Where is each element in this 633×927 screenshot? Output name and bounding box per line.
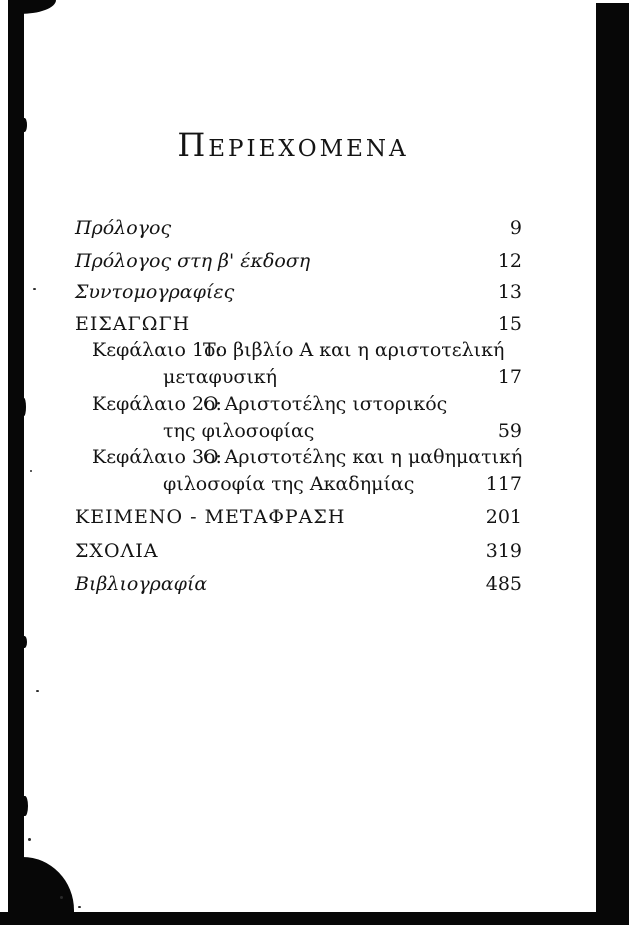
toc-entry-label: Πρόλογος: [75, 217, 172, 239]
toc-page-number: 319: [485, 540, 522, 562]
scan-speck: [22, 398, 26, 416]
toc-page-number: 59: [497, 420, 522, 442]
scan-speck: [30, 470, 32, 472]
toc-entry-line: [75, 538, 522, 564]
page-title: [0, 126, 586, 164]
scan-corner-bottom-left: [20, 857, 74, 913]
toc-page-number: 201: [485, 506, 522, 528]
toc-chapter-text: μεταφυσική: [163, 366, 278, 388]
scan-speck: [22, 796, 28, 816]
toc-page-number: 9: [509, 217, 522, 239]
toc-entry-line: [163, 418, 522, 444]
toc-chapter-text: Το βιβλίο Α και η αριστοτελική: [203, 339, 505, 361]
scan-edge-bottom: [0, 912, 629, 925]
scan-speck: [22, 636, 27, 648]
scan-speck: [60, 896, 63, 899]
toc-page-number: 15: [497, 313, 522, 335]
toc-entry-label: ΚΕΙΜΕΝΟ - ΜΕΤΑΦΡΑΣΗ: [75, 506, 346, 528]
toc-page-number: 12: [497, 250, 522, 272]
toc-entry-label: Συντομογραφίες: [75, 281, 235, 303]
toc-entry-line: [75, 279, 522, 305]
scan-corner-top-left: [20, 0, 56, 14]
toc-entry-line: [92, 444, 522, 470]
toc-chapter-text: της φιλοσοφίας: [163, 420, 315, 442]
toc-entry-line: [75, 311, 522, 337]
toc-entry-label: Βιβλιογραφία: [75, 573, 208, 595]
toc-page-number: 117: [485, 473, 522, 495]
toc-chapter-text: φιλοσοφία της Ακαδημίας: [163, 473, 415, 495]
toc-entry-line: [92, 391, 522, 417]
scan-edge-right: [596, 3, 629, 925]
toc-entry-line: [163, 471, 522, 497]
scan-speck: [33, 288, 36, 290]
scan-speck: [78, 906, 81, 908]
toc-page-number: 13: [497, 281, 522, 303]
page-title-initial: Π: [177, 126, 209, 164]
toc-page-number: 17: [497, 366, 522, 388]
page-title-rest: ΕΡΙΕΧΟΜΕΝΑ: [208, 136, 409, 162]
toc-chapter-label: Κεφάλαιο 3ο:: [92, 446, 222, 468]
toc-chapter-label: Κεφάλαιο 2ο:: [92, 393, 222, 415]
toc-entry-line: [163, 364, 522, 390]
toc-entry-line: [75, 504, 522, 530]
scan-speck: [28, 838, 31, 841]
toc-entry-line: [75, 571, 522, 597]
toc-page-number: 485: [485, 573, 522, 595]
toc-entry-label: Πρόλογος στη β' έκδοση: [75, 250, 311, 272]
toc-entry-line: [92, 337, 522, 363]
toc-entry-label: ΕΙΣΑΓΩΓΗ: [75, 313, 191, 335]
toc-chapter-text: Ο Αριστοτέλης και η μαθηματική: [203, 446, 523, 468]
toc-entry-label: ΣΧΟΛΙΑ: [75, 540, 159, 562]
toc-entry-line: [75, 248, 522, 274]
toc-chapter-label: Κεφάλαιο 1ο:: [92, 339, 222, 361]
toc-entry-line: [75, 215, 522, 241]
scan-speck: [36, 690, 39, 692]
toc-chapter-text: Ο Αριστοτέλης ιστορικός: [203, 393, 448, 415]
